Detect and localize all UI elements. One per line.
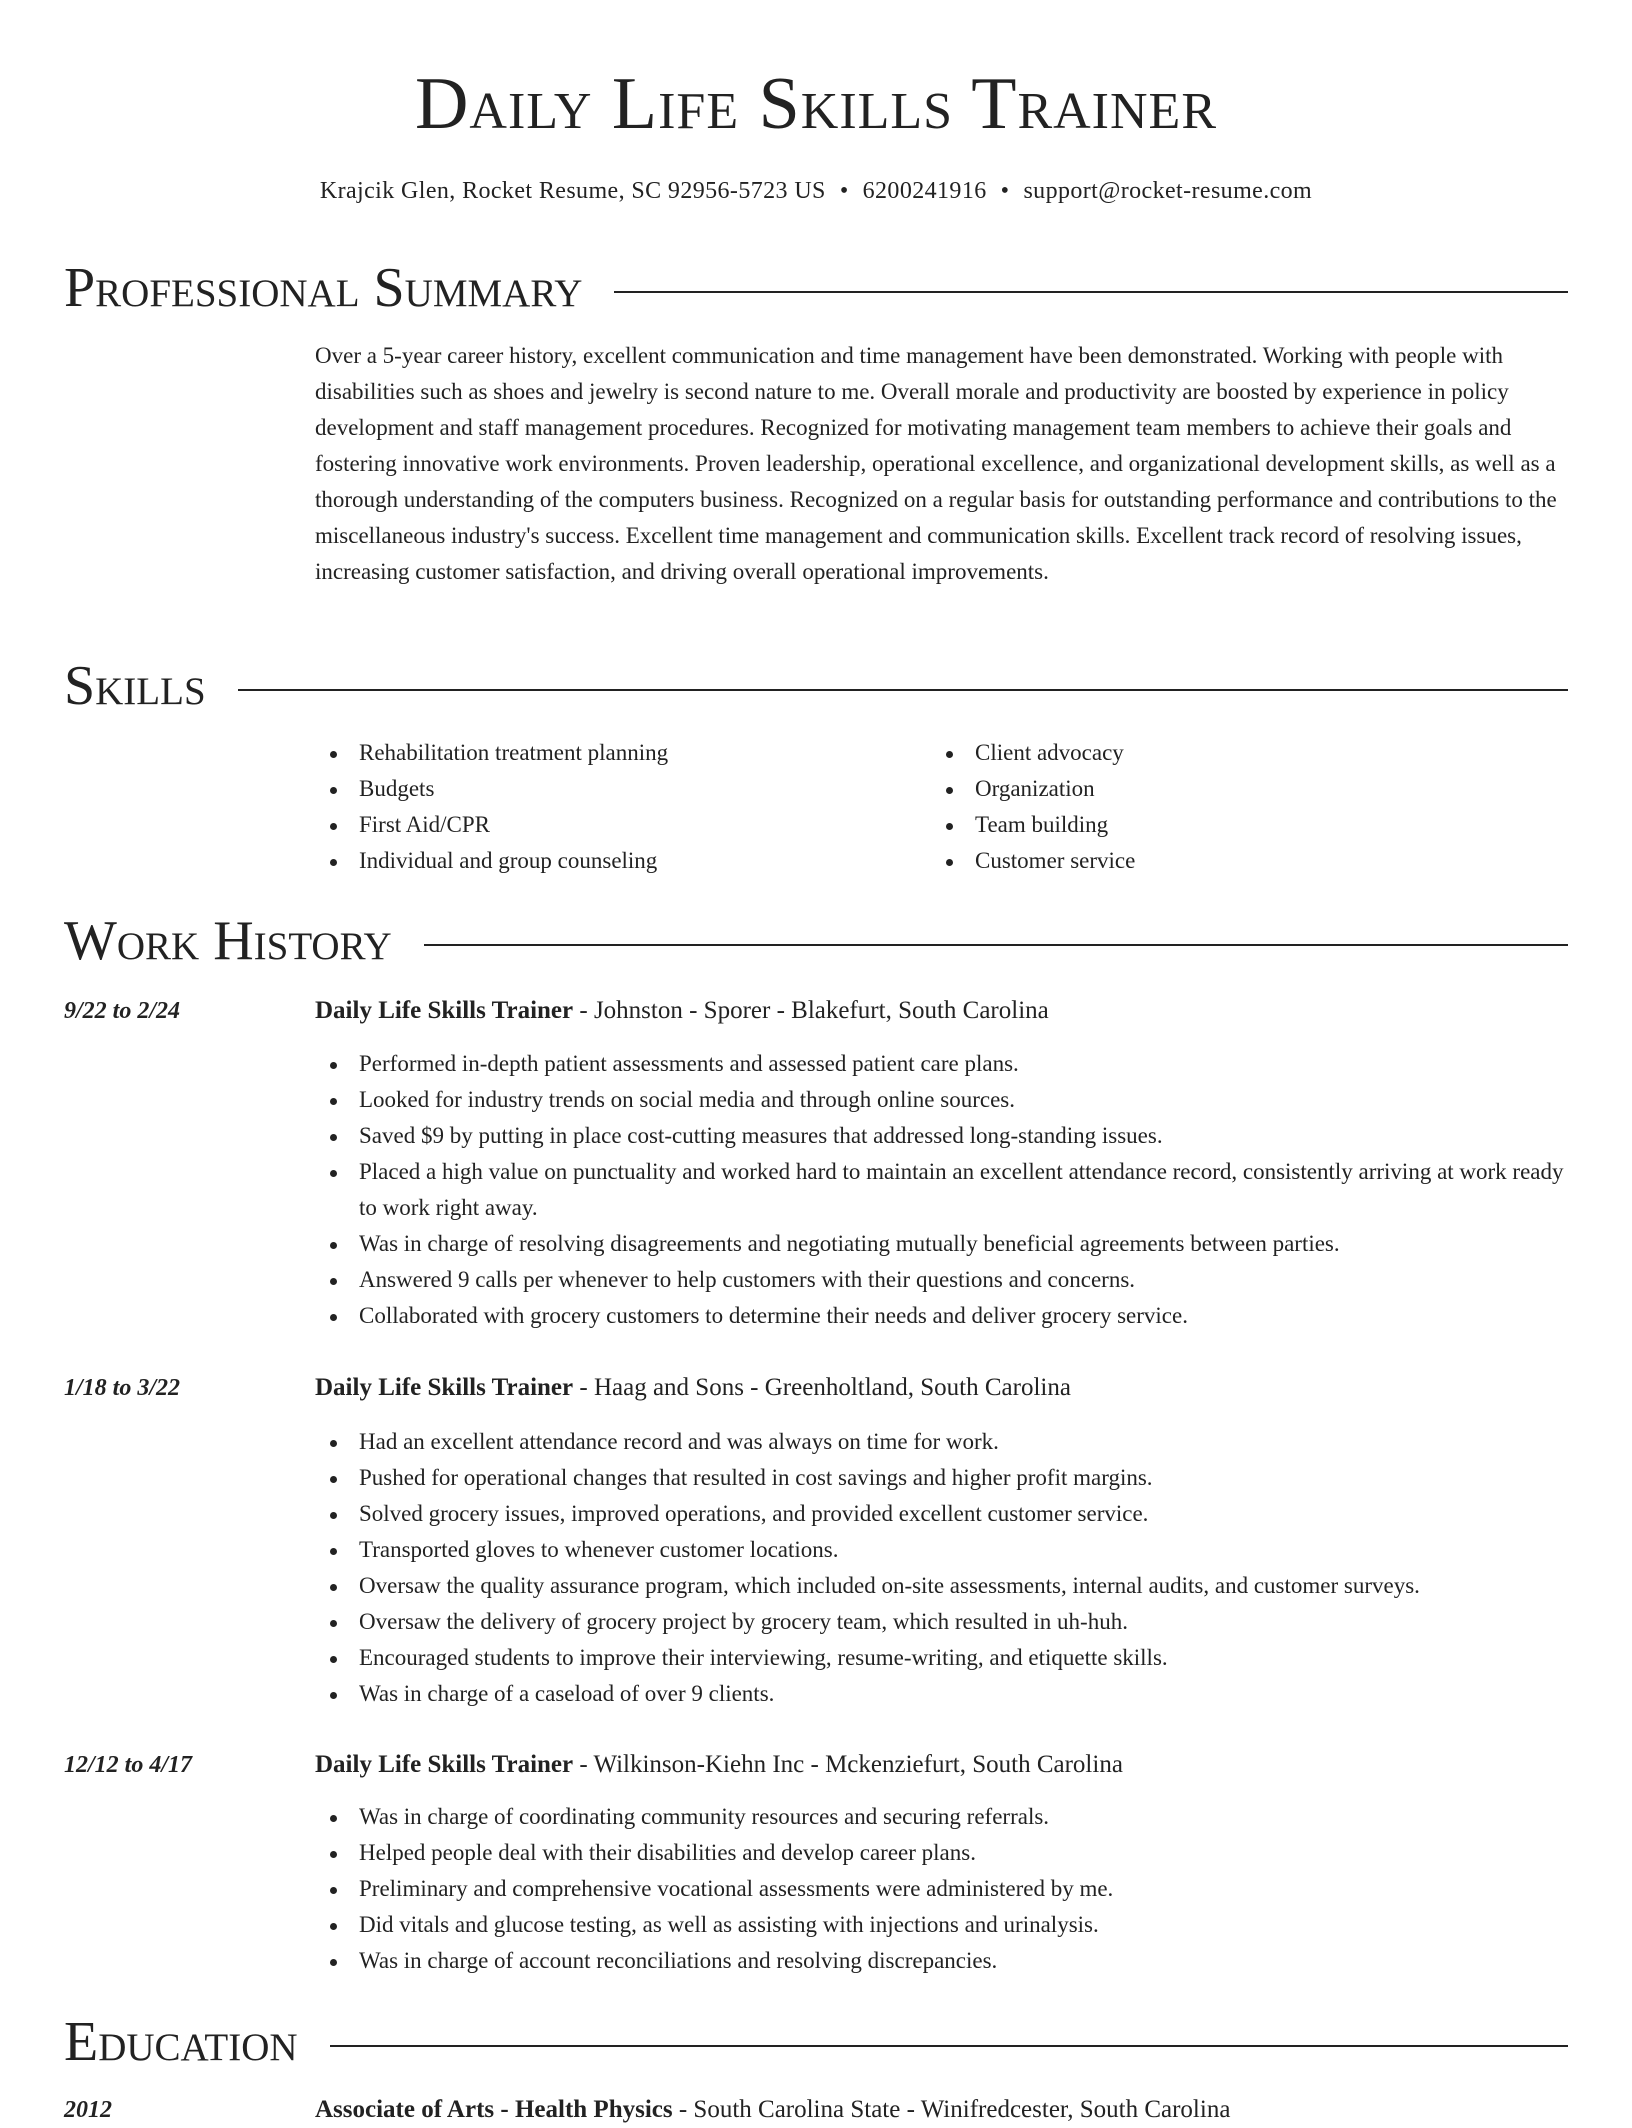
job-role: Daily Life Skills Trainer bbox=[315, 1751, 574, 1778]
contact-email: support@rocket-resume.com bbox=[1023, 178, 1313, 204]
contact-separator: • bbox=[839, 178, 849, 204]
education-year: 2012 bbox=[64, 2097, 112, 2123]
skill-item: Individual and group counseling bbox=[315, 843, 915, 879]
skills-list-right bbox=[931, 735, 1531, 879]
education-section-title: Education bbox=[64, 2007, 330, 2077]
education-school: - South Carolina State - Winifredcester, South Carolina bbox=[672, 2096, 1231, 2123]
education-degree: Associate of Arts - Health Physics bbox=[315, 2096, 673, 2123]
job-bullet: Preliminary and comprehensive vocational assessments were administered by me. bbox=[315, 1871, 1568, 1907]
skill-item: Rehabilitation treatment planning bbox=[315, 735, 915, 771]
job-bullet: Helped people deal with their disabilities and develop career plans. bbox=[315, 1835, 1568, 1871]
job-bullet: Encouraged students to improve their interviewing, resume-writing, and etiquette skills. bbox=[315, 1640, 1568, 1676]
job-heading bbox=[315, 1370, 1568, 1406]
job-bullet: Oversaw the quality assurance program, which included on-site assessments, internal audits, and customer surveys. bbox=[315, 1568, 1568, 1604]
contact-separator: • bbox=[1000, 178, 1010, 204]
section-divider bbox=[64, 689, 1568, 691]
summary-section-title: Professional Summary bbox=[64, 253, 614, 323]
job-bullet: Was in charge of resolving disagreements and negotiating mutually beneficial agreements between parties. bbox=[315, 1226, 1568, 1262]
summary-section-header bbox=[64, 253, 1568, 323]
job-bullet: Placed a high value on punctuality and worked hard to maintain an excellent attendance record, consistently arriving at work ready to work right away. bbox=[315, 1154, 1568, 1226]
contact-address: Krajcik Glen, Rocket Resume, SC 92956-5723 US bbox=[319, 178, 826, 204]
skill-item: Budgets bbox=[315, 771, 915, 807]
skill-item: Team building bbox=[931, 807, 1531, 843]
job-bullet: Looked for industry trends on social media and through online sources. bbox=[315, 1082, 1568, 1118]
job-dates: 12/12 to 4/17 bbox=[64, 1752, 193, 1778]
skill-item: Organization bbox=[931, 771, 1531, 807]
job-heading bbox=[315, 1747, 1568, 1783]
job-company: - Wilkinson-Kiehn Inc - Mckenziefurt, South Carolina bbox=[573, 1751, 1123, 1778]
education-section-header bbox=[64, 2007, 1568, 2077]
education-heading bbox=[315, 2092, 1568, 2128]
job-bullet: Was in charge of account reconciliations and resolving discrepancies. bbox=[315, 1943, 1568, 1979]
job-role: Daily Life Skills Trainer bbox=[315, 1374, 574, 1401]
skills-section-header bbox=[64, 651, 1568, 721]
job-bullet: Performed in-depth patient assessments and assessed patient care plans. bbox=[315, 1046, 1568, 1082]
resume-name: Daily Life Skills Trainer bbox=[414, 63, 1217, 145]
job-heading bbox=[315, 993, 1568, 1029]
job-company: - Haag and Sons - Greenholtland, South Carolina bbox=[573, 1374, 1071, 1401]
job-dates: 1/18 to 3/22 bbox=[64, 1375, 181, 1401]
job-bullet: Did vitals and glucose testing, as well as assisting with injections and urinalysis. bbox=[315, 1907, 1568, 1943]
job-bullets bbox=[315, 1424, 1568, 1712]
skill-item: First Aid/CPR bbox=[315, 807, 915, 843]
work-section-title: Work History bbox=[64, 906, 424, 976]
work-section-header bbox=[64, 906, 1568, 976]
job-company: - Johnston - Sporer - Blakefurt, South Carolina bbox=[573, 997, 1049, 1024]
skills-list-left bbox=[315, 735, 915, 879]
job-bullet: Was in charge of a caseload of over 9 clients. bbox=[315, 1676, 1568, 1712]
job-bullets bbox=[315, 1046, 1568, 1334]
job-bullet: Solved grocery issues, improved operations, and provided excellent customer service. bbox=[315, 1496, 1568, 1532]
contact-line bbox=[0, 174, 1632, 208]
job-role: Daily Life Skills Trainer bbox=[315, 997, 574, 1024]
contact-phone: 6200241916 bbox=[862, 178, 987, 204]
job-bullet: Transported gloves to whenever customer locations. bbox=[315, 1532, 1568, 1568]
job-bullet: Had an excellent attendance record and was always on time for work. bbox=[315, 1424, 1568, 1460]
job-dates: 9/22 to 2/24 bbox=[64, 998, 181, 1024]
job-bullet: Answered 9 calls per whenever to help customers with their questions and concerns. bbox=[315, 1262, 1568, 1298]
skill-item: Client advocacy bbox=[931, 735, 1531, 771]
job-bullet: Oversaw the delivery of grocery project by grocery team, which resulted in uh-huh. bbox=[315, 1604, 1568, 1640]
job-bullet: Collaborated with grocery customers to determine their needs and deliver grocery service. bbox=[315, 1298, 1568, 1334]
summary-text: Over a 5-year career history, excellent communication and time management have been demonstrated. Working with people with disabilities such as shoes and jewelry is second nature to me. Overall morale and productivity are boosted by experience in policy development and staff management procedures. Recognized for motivating management team members to achieve their goals and fostering innovative work environments. Proven leadership, operational excellence, and organizational development skills, as well as a thorough understanding of the computers business. Recognized on a regular basis for outstanding performance and contributions to the miscellaneous industry's success. Excellent time management and communication skills. Excellent track record of resolving issues, increasing customer satisfaction, and driving overall operational improvements. bbox=[315, 343, 1557, 584]
skills-section-title: Skills bbox=[64, 651, 238, 721]
job-bullets bbox=[315, 1799, 1568, 1979]
job-bullet: Saved $9 by putting in place cost-cutting measures that addressed long-standing issues. bbox=[315, 1118, 1568, 1154]
skill-item: Customer service bbox=[931, 843, 1531, 879]
job-bullet: Was in charge of coordinating community resources and securing referrals. bbox=[315, 1799, 1568, 1835]
job-bullet: Pushed for operational changes that resulted in cost savings and higher profit margins. bbox=[315, 1460, 1568, 1496]
